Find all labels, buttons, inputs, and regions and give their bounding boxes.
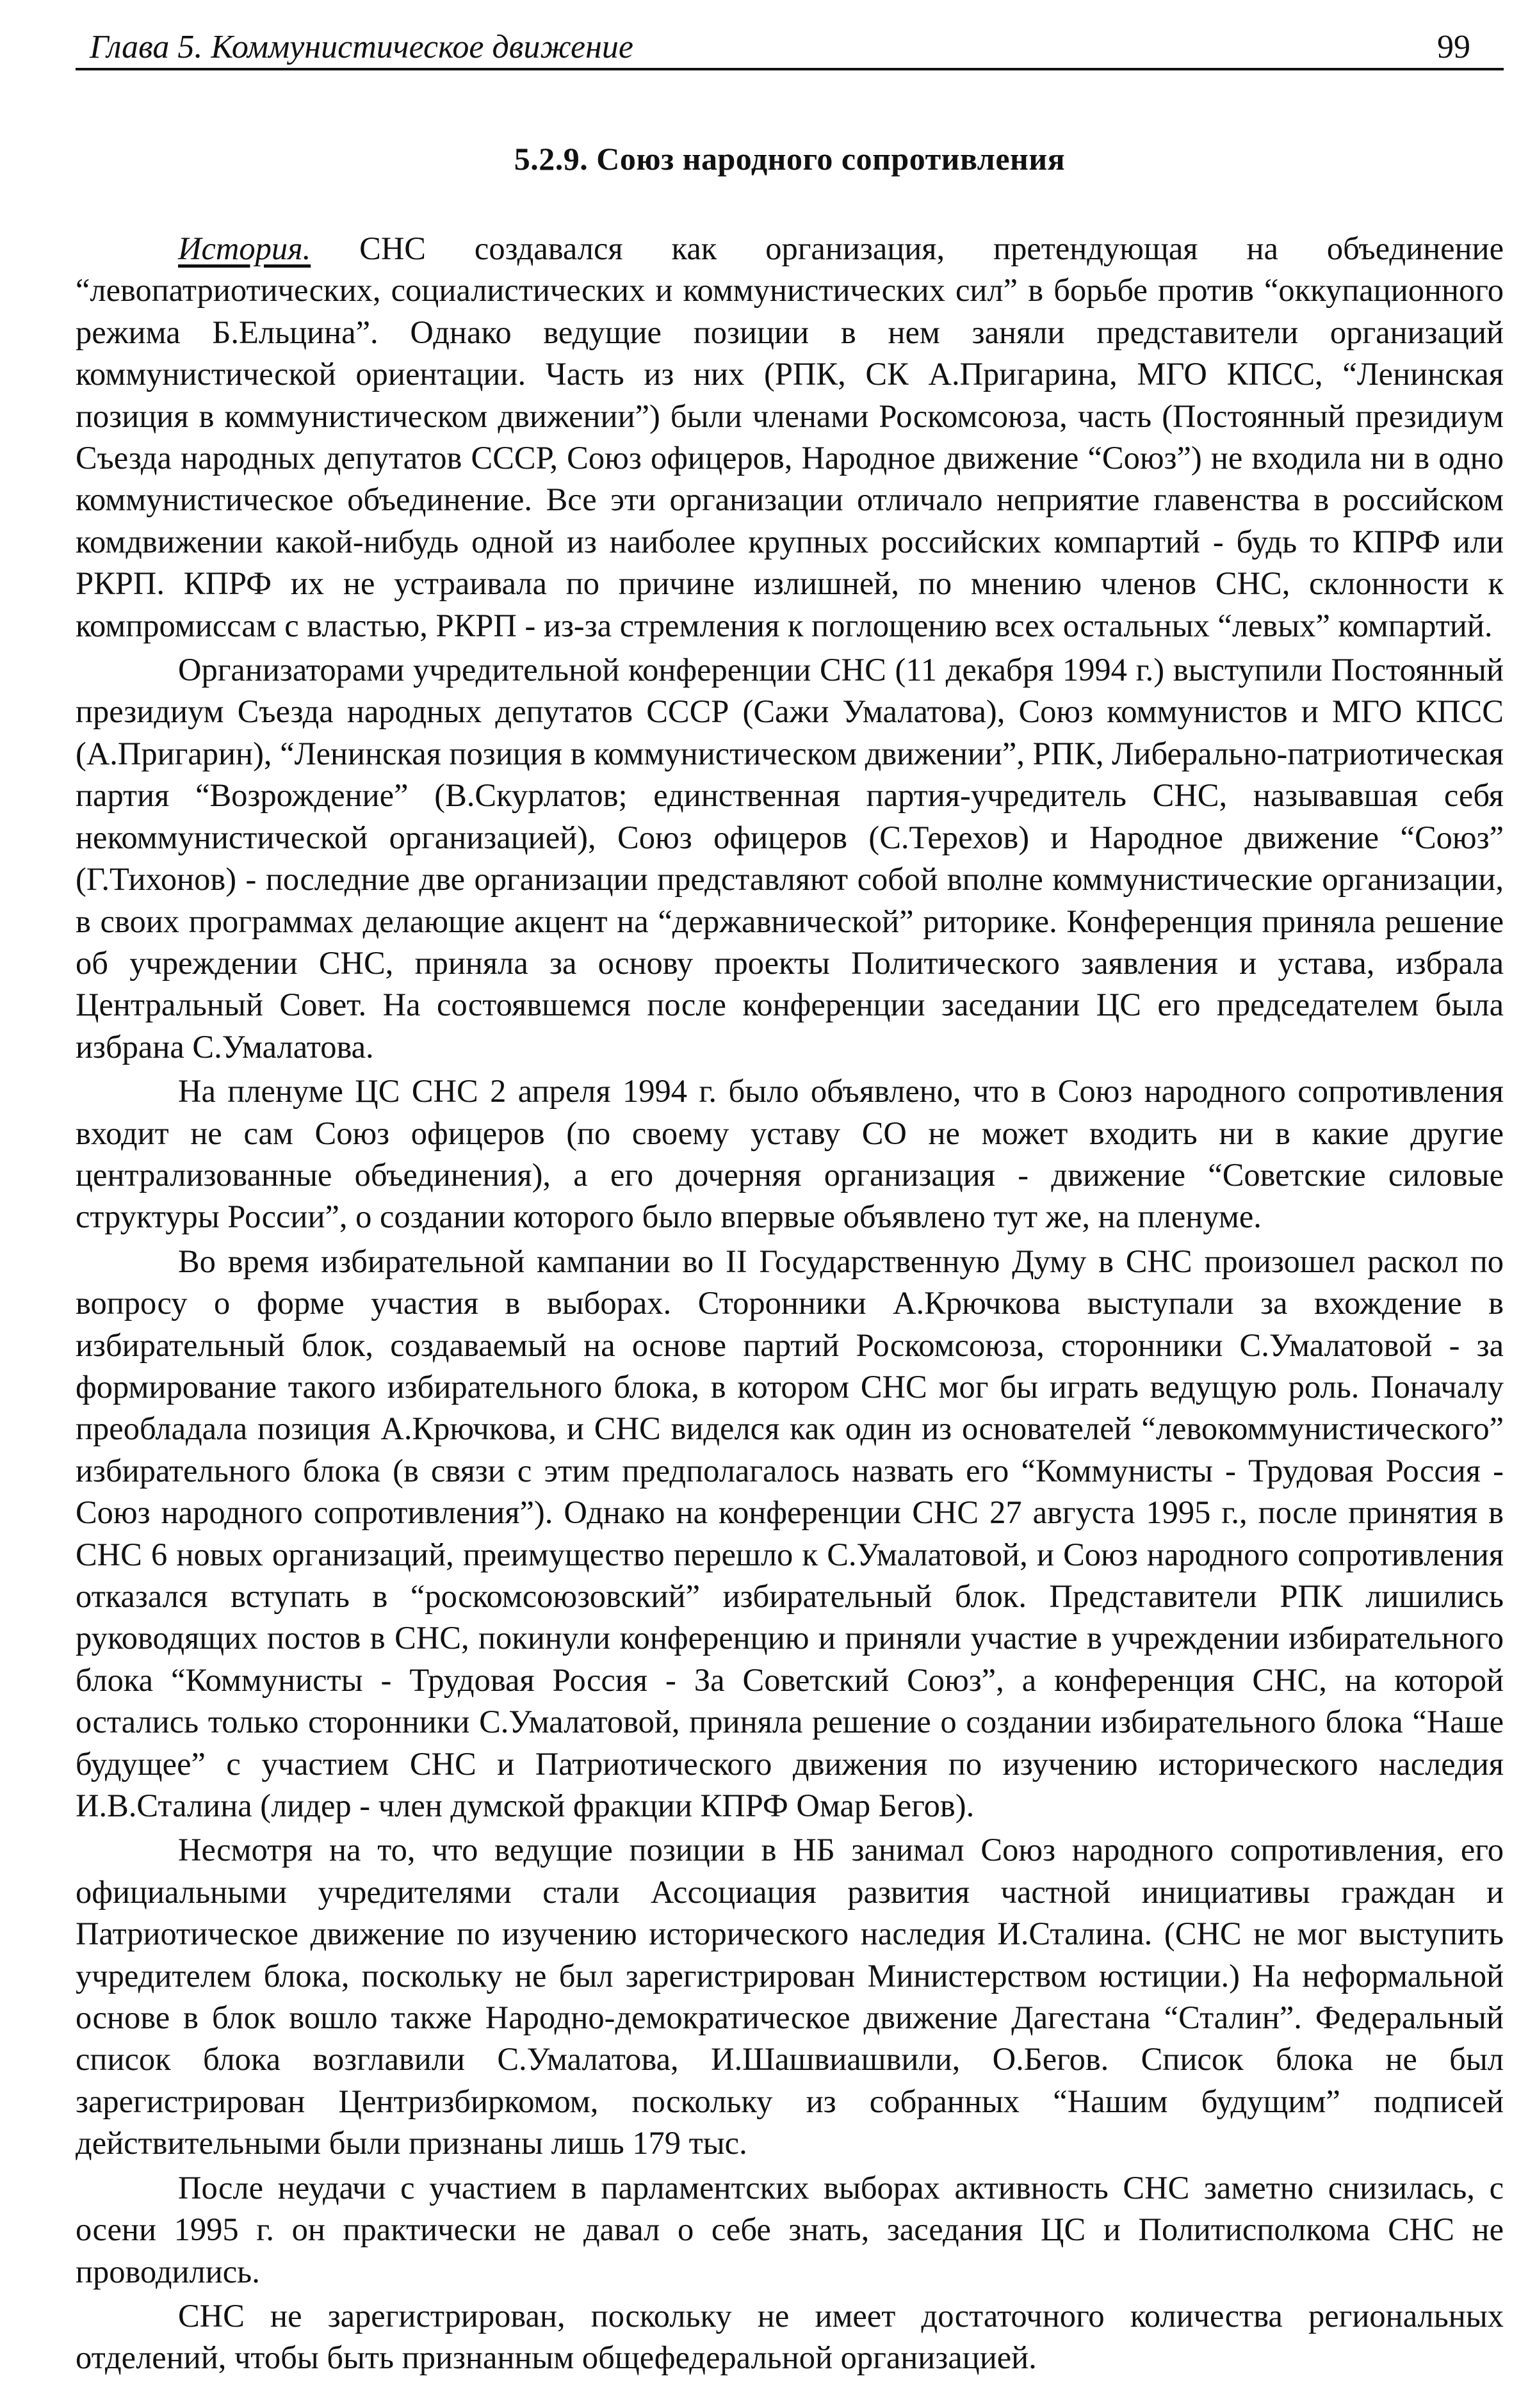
chapter-title: Глава 5. Коммунистическое движение [90, 29, 634, 65]
paragraph [76, 228, 1504, 647]
running-head [76, 22, 1504, 70]
page-number: 99 [1437, 29, 1470, 65]
paragraph: На пленуме ЦС СНС 2 апреля 1994 г. было объявлено, что в Союз народного сопротивления входит не сам Союз офицеров (по своему уставу СО не может входить ни в какие другие централизованные объединения), а его дочерняя организация - движение “Советские силовые структуры России”, о создании которого было впервые объявлено тут же, на пленуме. [76, 1073, 1504, 1235]
paragraph-lead-in: История. [178, 230, 311, 266]
book-page [76, 22, 1504, 2382]
paragraph: Организаторами учредительной конференции СНС (11 декабря 1994 г.) выступили Постоянный президиум Съезда народных депутатов СССР (Сажи Умалатова), Союз коммунистов и МГО КПСС (А.Пригарин), “Ленинская позиция в коммунистическом движении”, РПК, Либерально-патриотическая партия “Возрождение” (В.Скурлатов; единственная партия-учредитель СНС, называвшая себя некоммунистической организацией), Союз офицеров (С.Терехов) и Народное движение “Союз” (Г.Тихонов) - последние две организации представляют собой вполне коммунистические организации, в своих программах делающие акцент на “державнической” риторике. Конференция приняла решение об учреждении СНС, приняла за основу проекты Политического заявления и устава, избрала Центральный Совет. На состоявшемся после конференции заседании ЦС его председателем была избрана С.Умалатова. [76, 652, 1504, 1065]
paragraph: СНС не зарегистрирован, поскольку не имеет достаточного количества региональных отделений, чтобы быть признанным общефедеральной организацией. [76, 2297, 1504, 2376]
section-heading: 5.2.9. Союз народного сопротивления [514, 141, 1066, 177]
paragraph-text: СНС создавался как организация, претендующая на объединение “левопатриотических, социалистических и коммунистических сил” в борьбе против “оккупационного режима Б.Ельцина”. Однако ведущие позиции в нем заняли представители организаций коммунистической ориентации. Часть из них (РПК, СК А.Пригарина, МГО КПСС, “Ленинская позиция в коммунистическом движении”) были членами Роскомсоюза, часть (Постоянный президиум Съезда народных депутатов СССР, Союз офицеров, Народное движение “Союз”) не входила ни в одно коммунистическое объединение. Все эти организации отличало неприятие главенства в российском комдвижении какой-нибудь одной из наиболее крупных российских компартий - будь то КПРФ или РКРП. КПРФ их не устраивала по причине излишней, по мнению членов СНС, склонности к компромиссам с властью, РКРП - из-за стремления к поглощению всех остальных “левых” компартий. [76, 230, 1504, 643]
section-body [76, 228, 1504, 2379]
paragraph: Несмотря на то, что ведущие позиции в НБ занимал Союз народного сопротивления, его официальными учредителями стали Ассоциация развития частной инициативы граждан и Патриотическое движение по изучению исторического наследия И.Сталина. (СНС не мог выступить учредителем блока, поскольку не был зарегистрирован Министерством юстиции.) На неформальной основе в блок вошло также Народно-демократическое движение Дагестана “Сталин”. Федеральный список блока возглавили С.Умалатова, И.Шашвиашвили, О.Бегов. Список блока не был зарегистрирован Центризбиркомом, поскольку из собранных “Нашим будущим” подписей действительными были признаны лишь 179 тыс. [76, 1832, 1504, 2162]
paragraph: Во время избирательной кампании во II Государственную Думу в СНС произошел раскол по вопросу о форме участия в выборах. Сторонники А.Крючкова выступали за вхождение в избирательный блок, создаваемый на основе партий Роскомсоюза, сторонники С.Умалатовой - за формирование такого избирательного блока, в котором СНС мог бы играть ведущую роль. Поначалу преобладала позиция А.Крючкова, и СНС виделся как один из основателей “левокоммунистического” избирательного блока (в связи с этим предполагалось назвать его “Коммунисты - Трудовая Россия - Союз народного сопротивления”). Однако на конференции СНС 27 августа 1995 г., после принятия в СНС 6 новых организаций, преимущество перешло к С.Умалатовой, и Союз народного сопротивления отказался вступать в “роскомсоюзовский” избирательный блок. Представители РПК лишились руководящих постов в СНС, покинули конференцию и приняли участие в учреждении избирательного блока “Коммунисты - Трудовая Россия - За Советский Союз”, а конференция СНС, на которой остались только сторонники С.Умалатовой, приняла решение о создании избирательного блока “Наше будущее” с участием СНС и Патриотического движения по изучению исторического наследия И.В.Сталина (лидер - член думской фракции КПРФ Омар Бегов). [76, 1243, 1504, 1824]
paragraph: После неудачи с участием в парламентских выборах активность СНС заметно снизилась, с осени 1995 г. он практически не давал о себе знать, заседания ЦС и Политисполкома СНС не проводились. [76, 2169, 1504, 2290]
